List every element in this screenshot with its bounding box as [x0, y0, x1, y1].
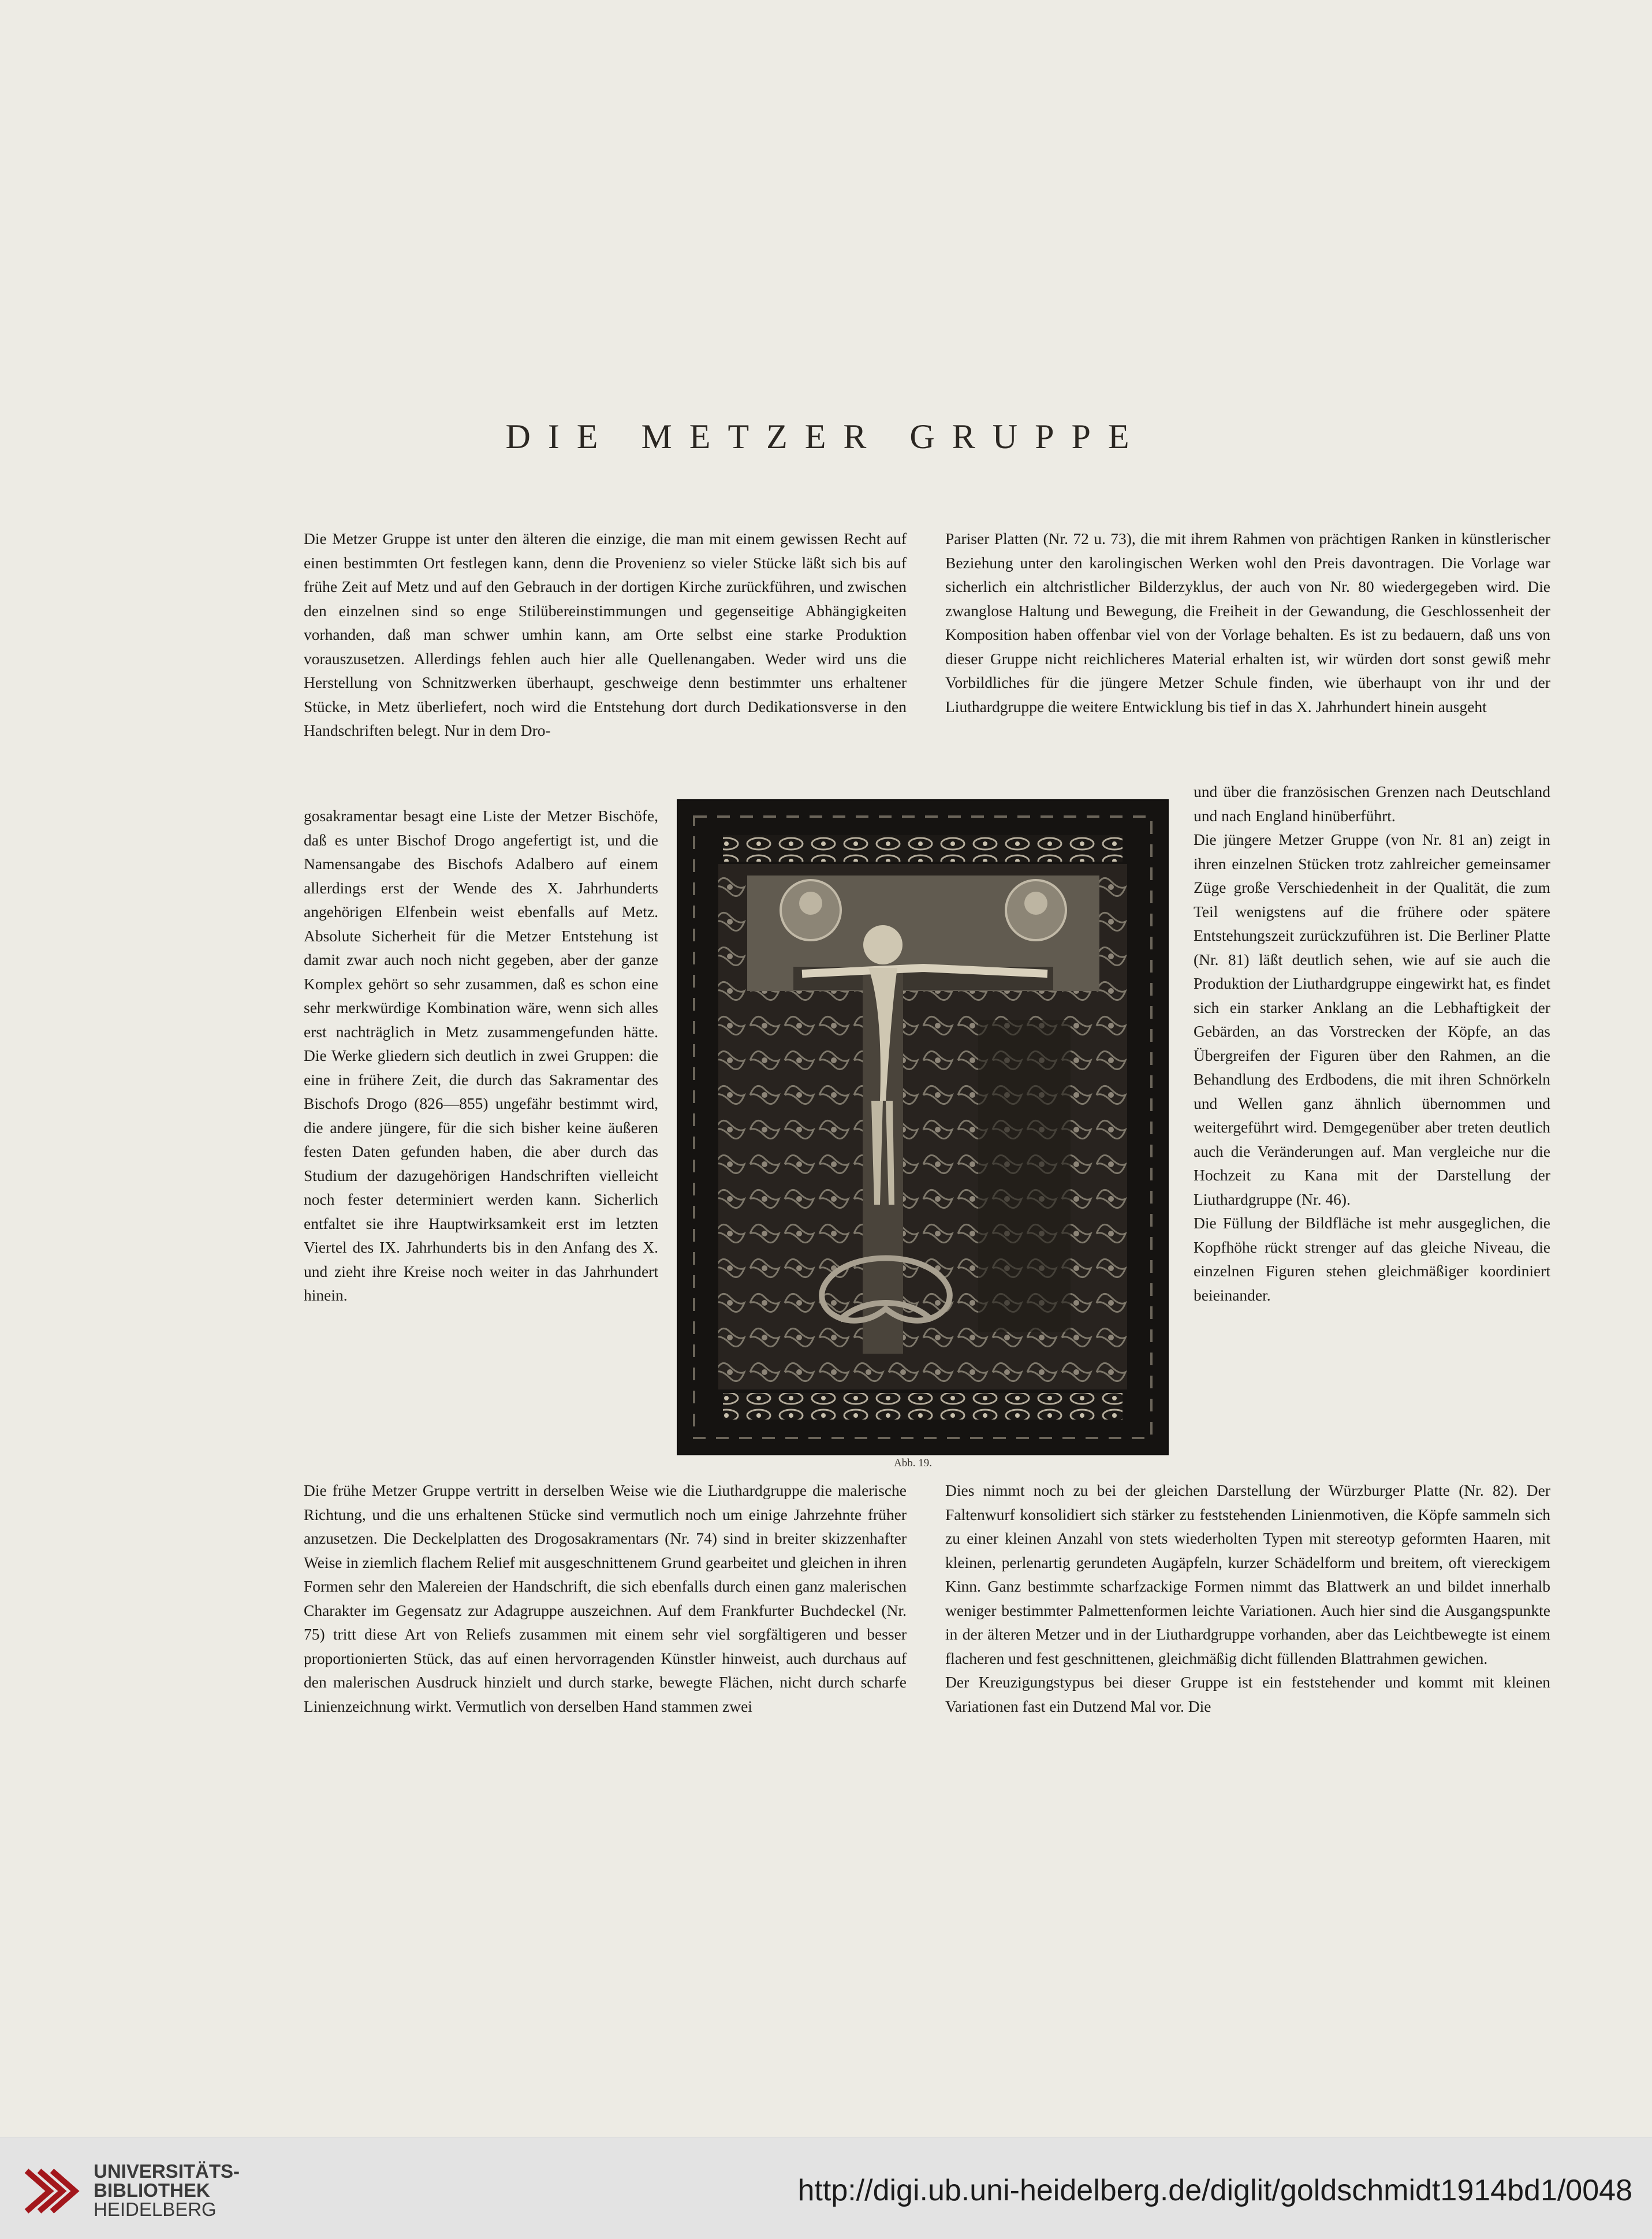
logo-line-1: UNIVERSITÄTS- [94, 2160, 240, 2182]
figure-caption: Abb. 19. [894, 1457, 932, 1469]
logo-line-3: HEIDELBERG [94, 2199, 217, 2220]
crucifixion-ivory-image [677, 799, 1169, 1455]
logo-line-2: BIBLIOTHEK [94, 2180, 210, 2201]
paragraph-right-bottom-1: Dies nimmt noch zu bei der gleichen Darstellung der Würzburger Platte (Nr. 82). Der Faltenwurf konsolidiert sich stärker zu feststehenden Linienmotiven, die Köpfe sammeln sich zu einer kleinen Anzahl von stets wiederholten Typen mit stereotyp geformten Haaren, mit kleinen, perlenartig gerundeten Augäpfeln, kurzer Schädelform und breitem, oft viereckigem Kinn. Ganz bestimmte scharfzackige Formen nimmt das Blattwerk an und bildet innerhalb weniger bestimmter Palmettenformen leichte Variationen. Auch hier sind die Ausgangspunkte in der älteren Metzer und in der Liuthardgruppe vorhanden, aber das Leichtbewegte ist einem flacheren und fest geschnittenen, gleichmäßig dicht füllenden Blattrahmen gewichen. [945, 1481, 1550, 1667]
library-logo-text [94, 2162, 240, 2219]
paragraph-left-top: Die Metzer Gruppe ist unter den älteren die einzige, die man mit einem gewissen Recht auf einen bestimmten Ort festlegen kann, denn die Provenienz so vieler Stücke läßt sich bis auf frühe Zeit auf Metz und auf den Gebrauch in der dortigen Kirche zurückführen, und zwischen den einzelnen sind so enge Stilübereinstimmungen und gegenseitige Abhängigkeiten vorhanden, daß man schwer umhin kann, am Orte selbst eine starke Produktion vorauszusetzen. Allerdings fehlen auch hier alle Quellenangaben. Weder wird uns die Herstellung von Schnitzwerken überhaupt, geschweige denn bestimmter uns erhaltener Stücke, in Metz überliefert, noch wird die Entstehung dort durch Dedikationsverse in den Handschriften belegt. Nur in dem Dro- [304, 530, 907, 739]
paragraph-left-narrow: gosakramentar besagt eine Liste der Metzer Bischöfe, daß es unter Bischof Drogo angefertigt ist, und die Namensangabe des Bischofs Adalbero auf einem allerdings erst der Wende des X. Jahrhunderts angehörigen Elfenbein weist ebenfalls auf Metz. Absolute Sicherheit für die Metzer Entstehung ist damit zwar auch noch nicht gegeben, aber der ganze Komplex gehört so sehr zusammen, daß es schon eine sehr merkwürdige Kombination wäre, wenn sich alles erst nachträglich in Metz zusammengefunden hätte. Die Werke gliedern sich deutlich in zwei Gruppen: die eine in frühere Zeit, die durch das Sakramentar des Bischofs Drogo (826—855) ungefähr bestimmt wird, die andere jüngere, für die sich bisher keine äußeren festen Daten gefunden haben, die aber durch das Studium der dazugehörigen Handschriften vielleicht noch fester determiniert werden kann. Sicherlich entfaltet sie ihre Hauptwirksamkeit erst im letzten Viertel des IX. Jahrhunderts bis in den Anfang des X. und zieht ihre Kreise noch weiter in das Jahrhundert hinein. [304, 807, 658, 1304]
right-column-beside-figure [1194, 780, 1550, 1307]
right-column-bottom [945, 1478, 1550, 1718]
left-column-top [304, 527, 907, 743]
paragraph-right-top: Pariser Platten (Nr. 72 u. 73), die mit ihrem Rahmen von prächtigen Ranken in künstlerischer Beziehung unter den karolingischen Werken wohl den Preis davontragen. Die Vorlage war sicherlich ein altchristlicher Bilderzyklus, der auch von Nr. 80 wiedergegeben wird. Die zwanglose Haltung und Bewegung, die Freiheit in der Gewandung, die Geschlossenheit der Komposition haben offenbar viel von der Vorlage behalten. Es ist zu bedauern, daß uns von dieser Gruppe nicht reichlicheres Material erhalten ist, wir würden dort sonst gewiß mehr Vorbildliches für die jüngere Metzer Schule finden, wie überhaupt von ihr und der Liuthardgruppe die weitere Entwicklung bis tief in das X. Jahrhundert hinein ausgeht [945, 530, 1550, 716]
paragraph-right-narrow-1: und über die französischen Grenzen nach Deutschland und nach England hinüberführt. [1194, 783, 1550, 825]
paragraph-right-narrow-2: Die jüngere Metzer Gruppe (von Nr. 81 an) zeigt in ihren einzelnen Stücken trotz zahlreicher gemeinsamer Züge große Verschiedenheit in der Qualität, die zum Teil wenigstens auf die frühere oder spätere Entstehungszeit zurückzuführen ist. Die Berliner Platte (Nr. 81) läßt deutlich sehen, wie auf sie auch die Produktion der Liuthardgruppe eingewirkt hat, es findet sich ein starker Anklang an die Lebhaftigkeit der Gebärden, an das Vorstrecken der Köpfe, an das Übergreifen der Figuren über den Rahmen, an die Behandlung des Erdbodens, die mit ihren Schnörkeln und Wellen ganz ähnlich übernommen und weitergeführt wird. Demgegenüber aber treten deutlich auch die Veränderungen auf. Man vergleiche nur die Hochzeit zu Kana mit der Darstellung der Liuthardgruppe (Nr. 46). [1194, 830, 1550, 1208]
paragraph-right-bottom-2: Der Kreuzigungstypus bei dieser Gruppe ist ein feststehender und kommt mit kleinen Variationen fast ein Dutzend Mal vor. Die [945, 1673, 1550, 1715]
paragraph-left-bottom: Die frühe Metzer Gruppe vertritt in derselben Weise wie die Liuthardgruppe die malerische Richtung, und die uns erhaltenen Stücke sind vermutlich noch um einige Jahrzehnte früher anzusetzen. Die Deckelplatten des Drogosakramentars (Nr. 74) sind in breiter skizzenhafter Weise in ziemlich flachem Relief mit ausgeschnittenem Grund gearbeitet und gleichen in ihren Formen sehr den Malereien der Handschrift, die sich ebenfalls durch einen ganz malerischen Charakter im Gegensatz zur Adagruppe auszeichnen. Auf dem Frankfurter Buchdeckel (Nr. 75) tritt diese Art von Reliefs zusammen mit einem sehr viel sorgfältigeren und besser proportionierten Stück, das auf einen hervorragenden Künstler hinweist, auch durchaus auf den malerischen Ausdruck hinzielt und durch starke, bewegte Flächen, nicht durch scharfe Linienzeichnung wirkt. Vermutlich von derselben Hand stammen zwei [304, 1481, 907, 1715]
library-logo-icon [21, 2159, 84, 2223]
left-column-beside-figure [304, 804, 658, 1307]
library-footer-bar [0, 2137, 1652, 2239]
paragraph-right-narrow-3: Die Füllung der Bildfläche ist mehr ausgeglichen, die Kopfhöhe rückt strenger auf das gleiche Niveau, die einzelnen Figuren stehen gleichmäßiger koordiniert beieinander. [1194, 1214, 1550, 1304]
source-url-link[interactable]: http://digi.ub.uni-heidelberg.de/diglit/goldschmidt1914bd1/0048 [797, 2174, 1632, 2207]
page-title: DIE METZER GRUPPE [505, 418, 1147, 456]
right-column-top [945, 527, 1550, 718]
left-column-bottom [304, 1478, 907, 1718]
